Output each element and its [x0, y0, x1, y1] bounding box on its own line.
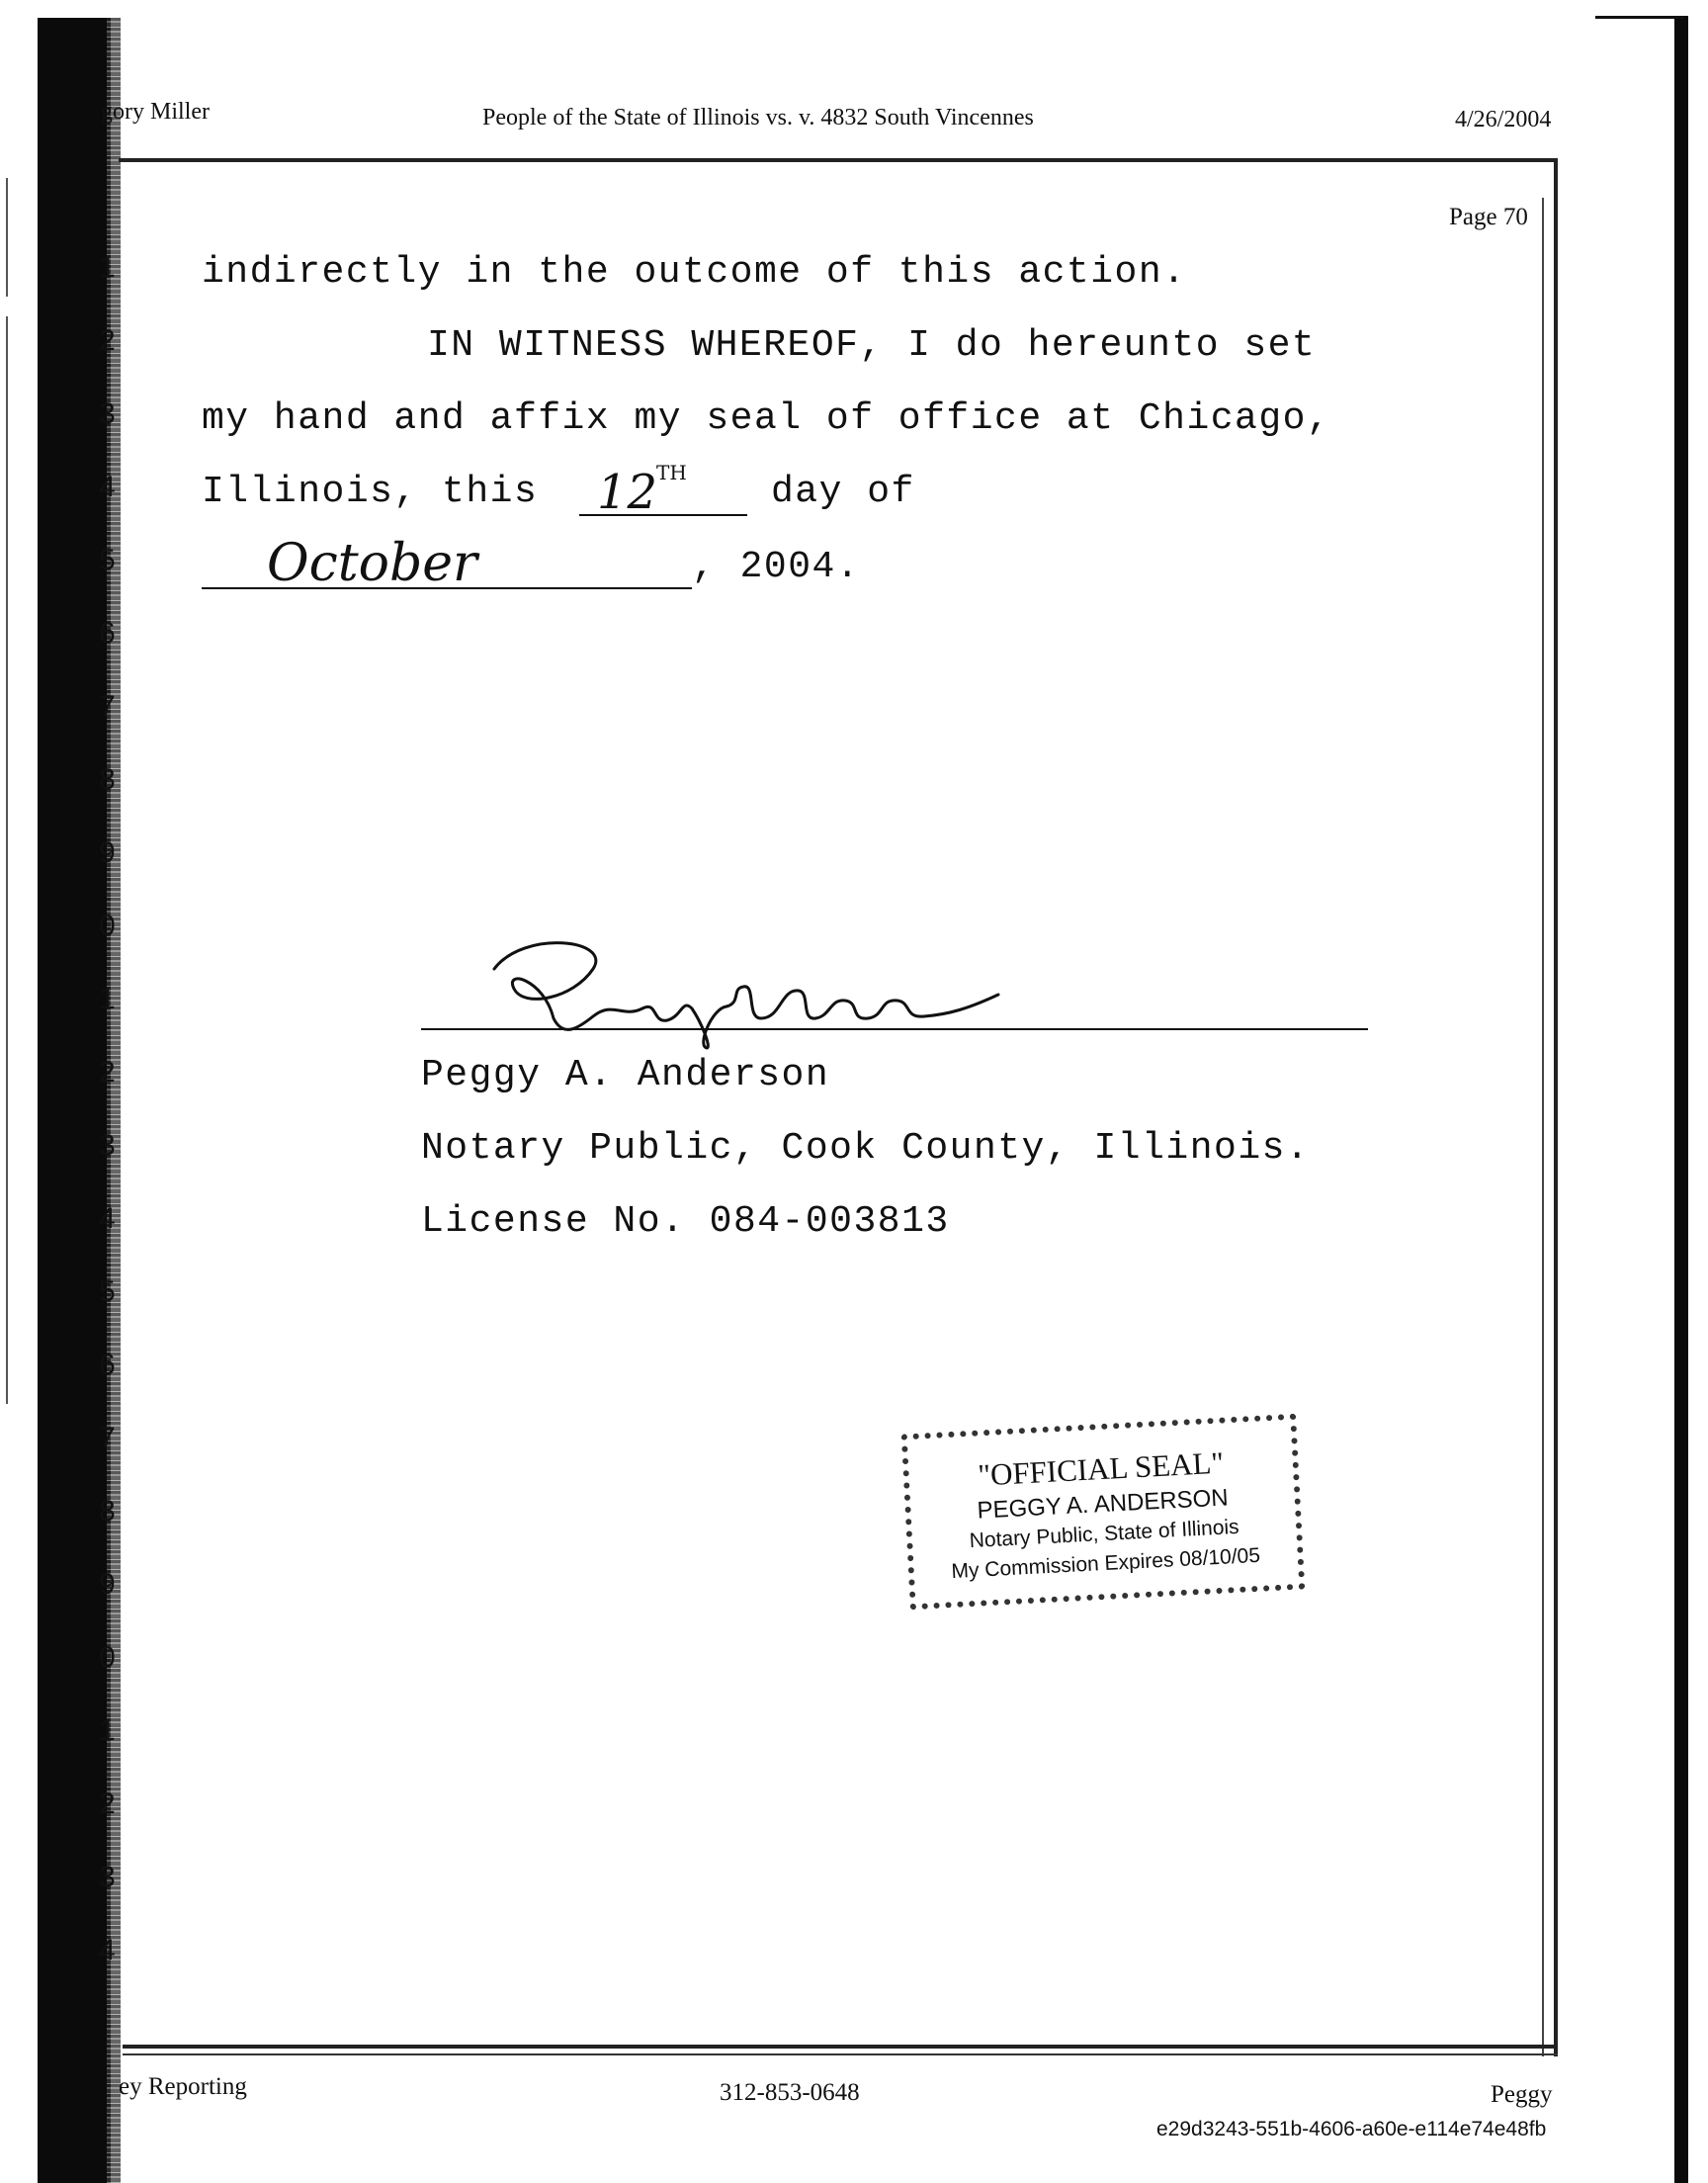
line-number: 3	[99, 1861, 116, 1893]
line-number: 4	[99, 1202, 116, 1235]
transcript-line-4-suffix: day of	[771, 471, 915, 513]
signature-line	[421, 1028, 1368, 1030]
footer-phone: 312-853-0648	[720, 2079, 860, 2106]
seal-subtitle: Notary Public, State of Illinois	[969, 1515, 1240, 1553]
line-number: 0	[99, 910, 116, 942]
line-number: 7	[99, 690, 116, 723]
page-frame-top	[119, 158, 1558, 162]
scan-edge-top-right	[1595, 16, 1684, 19]
official-seal-stamp	[901, 1414, 1306, 1611]
footer-reporting: ey Reporting	[119, 2073, 247, 2100]
line-number: 2	[99, 1788, 116, 1820]
transcript-line-1: indirectly in the outcome of this action.	[202, 251, 1187, 294]
page-frame-bottom-inner	[123, 2053, 1558, 2055]
notary-license: License No. 084-003813	[421, 1200, 950, 1243]
page-frame-right-inner	[1542, 198, 1544, 2056]
transcript-line-4-prefix: Illinois, this	[202, 471, 539, 513]
line-number: 0	[99, 1641, 116, 1674]
handwritten-day: 12	[597, 465, 658, 520]
line-number: 9	[99, 1568, 116, 1601]
scan-tick	[6, 316, 8, 1404]
line-number: 2	[99, 1056, 116, 1089]
header-case-title: People of the State of Illinois vs. v. 4832 South Vincennes	[482, 105, 1034, 131]
document-hash: e29d3243-551b-4606-a60e-e114e74e48fb	[1156, 2118, 1547, 2140]
line-number: 1	[99, 251, 116, 284]
footer-witness: Peggy	[1491, 2081, 1553, 2108]
line-number: 1	[99, 983, 116, 1015]
line-number: 8	[99, 1495, 116, 1528]
line-number: 3	[99, 397, 116, 430]
transcript-line-5-year: , 2004.	[692, 546, 861, 588]
line-number: 9	[99, 836, 116, 869]
handwritten-month: October	[267, 534, 477, 593]
seal-expiration: My Commission Expires 08/10/05	[950, 1543, 1261, 1584]
line-number: 6	[99, 617, 116, 650]
notary-name: Peggy A. Anderson	[421, 1054, 830, 1096]
line-number: 3	[99, 1129, 116, 1162]
scan-edge-right	[1674, 16, 1688, 2183]
seal-name: PEGGY A. ANDERSON	[976, 1484, 1230, 1525]
line-number: 5	[99, 544, 116, 576]
line-number: 5	[99, 1275, 116, 1308]
line-number: 7	[99, 1422, 116, 1454]
notary-title: Notary Public, Cook County, Illinois.	[421, 1127, 1311, 1170]
line-number: 6	[99, 1349, 116, 1381]
line-number: 2	[99, 324, 116, 357]
transcript-line-3: my hand and affix my seal of office at Chicago,	[202, 397, 1331, 440]
header-witness-name: gory Miller	[101, 99, 210, 125]
scan-tick	[6, 178, 8, 297]
line-number: 4	[99, 1934, 116, 1966]
line-number: 8	[99, 763, 116, 796]
page-number: Page 70	[1449, 204, 1528, 230]
line-number: 4	[99, 471, 116, 503]
transcript-line-2: IN WITNESS WHEREOF, I do hereunto set	[427, 324, 1317, 367]
line-number: 1	[99, 1714, 116, 1747]
handwritten-day-suffix: TH	[656, 461, 687, 484]
header-date: 4/26/2004	[1455, 107, 1552, 132]
handwritten-signature	[484, 929, 1018, 1058]
page-frame-bottom	[123, 2045, 1558, 2049]
seal-title: "OFFICIAL SEAL"	[977, 1444, 1225, 1493]
page-frame-right	[1554, 158, 1558, 2056]
